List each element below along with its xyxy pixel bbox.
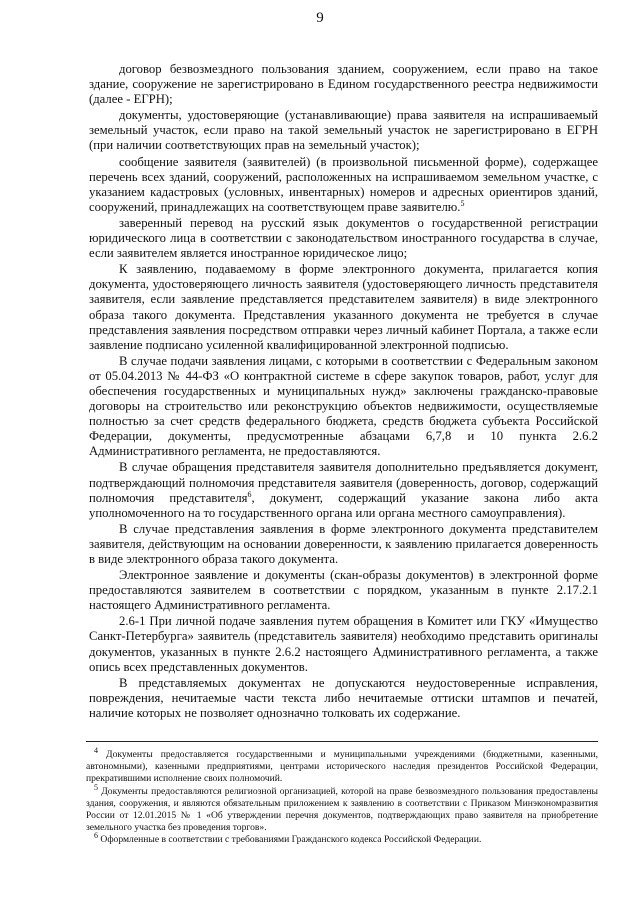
footnote: $^4$ Документы предоставляется государственными и муниципальными учреждениями (бюджетными, казенными, автономными), казенными предприятиями, центрами исторического наследия президентов Российской Федерации, прекратившими исполнение своих полномочий.: [86, 745, 598, 785]
paragraph: заверенный перевод на русский язык документов о государственной регистрации юридического лица в соответствии с законодательством иностранного государства в случае, если заявителем является иностранное юридическое лицо;: [89, 215, 598, 261]
paragraph: В случае подачи заявления лицами, с которыми в соответствии с Федеральным законом от 05.04.2013 № 44-ФЗ «О контрактной системе в сфере закупок товаров, работ, услуг для обеспечения государственных и муниципальных нужд» заключены гражданско-правовые договоры на строительство или реконструкцию объектов недвижимости, осуществляемые полностью за счет средств федерального бюджета, средств бюджета субъекта Российской Федерации, документы, предусмотренные абзацами 6,7,8 и 10 пункта 2.6.2 Административного регламента, не предоставляются.: [89, 353, 598, 459]
footnotes: [86, 745, 598, 847]
paragraph: договор безвозмездного пользования зданием, сооружением, если право на такое здание, сооружение не зарегистрировано в Едином государственного реестра недвижимости (далее - ЕГРН);: [89, 62, 598, 107]
footnote: $^6$ Оформленные в соответствии с требованиями Гражданского кодекса Российской Федерации.: [94, 831, 482, 846]
footnote-mark: 5: [94, 782, 98, 792]
footnote-ref: 5: [460, 198, 465, 208]
paragraph: сообщение заявителя (заявителей) (в произвольной письменной форме), содержащее перечень всех зданий, сооружений, расположенных на испрашиваемом земельном участке, с указанием кадастровых (условных, инвентарных) номеров и адресных ориентиров зданий, сооружений, принадлежащих на соответствующем праве заявителю.$^5$: [89, 154, 598, 214]
footnote: $^5$ Документы предоставляются религиозной организацией, которой на праве безвозмездного пользования предоставлены здания, сооружения, и являются обязательным приложением к заявлению в соответствии с Приказом Минэкономразвития России от 12.01.2015 № 1 «Об утверждении перечня документов, подтверждающих право заявителя на приобретение земельного участка без проведения торгов».: [86, 782, 598, 834]
document-body: [89, 62, 598, 721]
paragraph: К заявлению, подаваемому в форме электронного документа, прилагается копия документа, удостоверяющего личность заявителя (удостоверяющего личность представителя заявителя, если заявление представляется представителем заявителя) в виде электронного образа такого документа. Представления указанного документа не требуется в случае представления заявления посредством отправки через личный кабинет Портала, а также если заявление подписано усиленной квалифицированной электронной подписью.: [89, 262, 598, 352]
footnote-mark: 6: [94, 831, 98, 841]
paragraph: Электронное заявление и документы (скан-образы документов) в электронной форме предоставляются заявителем в соответствии с порядком, указанным в пункте 2.17.2.1 настоящего Административного регламента.: [89, 568, 598, 613]
paragraph: документы, удостоверяющие (устанавливающие) права заявителя на испрашиваемый земельный участок, если право на такой земельный участок не зарегистрировано в ЕГРН (при наличии соответствующих прав на земельный участок);: [89, 108, 598, 153]
footnote-mark: 4: [94, 745, 98, 755]
paragraph: В случае обращения представителя заявителя дополнительно предъявляется документ, подтверждающий полномочия представителя заявителя (доверенность, договор, содержащий полномочия представителя$^6$, документ, содержащий указание закона либо акта уполномоченного на то государственного органа или органа местного самоуправления).: [89, 460, 598, 520]
paragraph: В случае представления заявления в форме электронного документа представителем заявителя, действующим на основании доверенности, к заявлению прилагается доверенность в виде электронного образа такого документа.: [89, 521, 598, 566]
paragraph: 2.6-1 При личной подаче заявления путем обращения в Комитет или ГКУ «Имущество Санкт-Петербурга» заявитель (представитель заявителя) необходимо представить оригиналы документов, указанных в пункте 2.6.2 настоящего Административного регламента, а также опись всех представленных документов.: [89, 614, 598, 674]
footnote-ref: 6: [247, 489, 252, 499]
footnote-divider: [86, 741, 598, 742]
page-number: 9: [316, 10, 324, 26]
paragraph: В представляемых документах не допускаются неудостоверенные исправления, повреждения, нечитаемые части текста либо нечитаемые оттиски штампов и печатей, наличие которых не позволяет однозначно толковать их содержание.: [89, 675, 598, 720]
